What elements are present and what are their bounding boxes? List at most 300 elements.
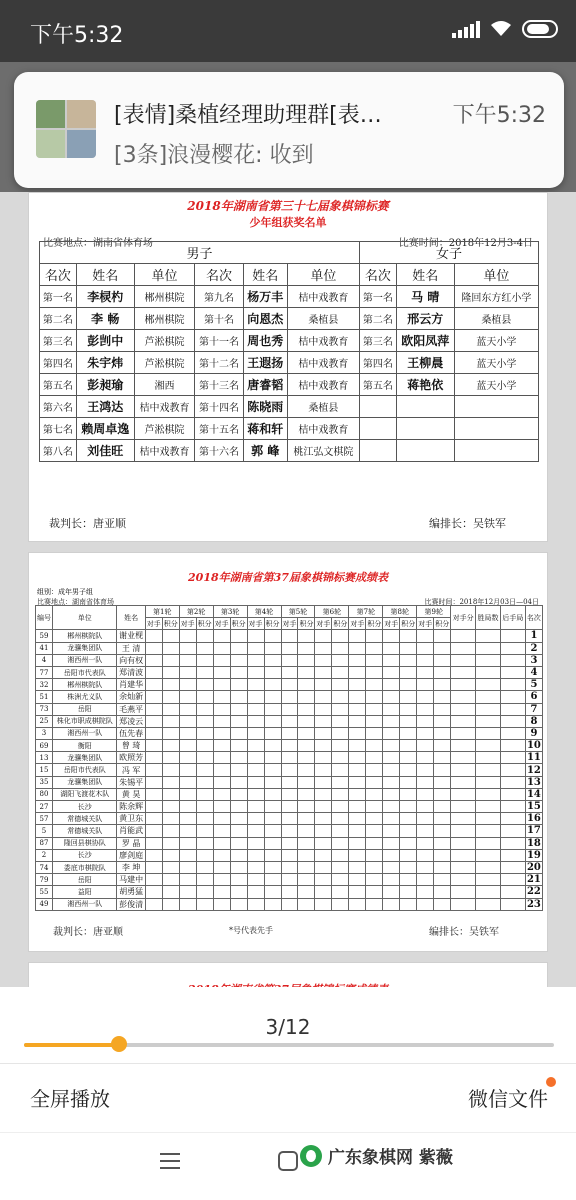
player-unit: 桔中戏教育 (287, 330, 359, 352)
player-rank: 18 (526, 837, 541, 849)
round-cell (145, 861, 162, 873)
wechat-file-button[interactable]: 微信文件 (468, 1087, 548, 1111)
round-cell (298, 666, 315, 678)
round-cell (417, 813, 434, 825)
result-row (36, 727, 543, 739)
round-cell (383, 874, 400, 886)
round-cell (298, 849, 315, 861)
round-cell (298, 861, 315, 873)
round-cell (298, 886, 315, 898)
stat-cell (500, 752, 525, 764)
round-cell (196, 874, 213, 886)
round-cell (315, 861, 332, 873)
round-cell (196, 630, 213, 642)
round-cell (179, 886, 196, 898)
col-unit: 单位 (454, 264, 538, 286)
round-cell (332, 849, 349, 861)
round-cell (213, 874, 230, 886)
round-cell (196, 642, 213, 654)
round-cell (400, 764, 417, 776)
round-cell (196, 825, 213, 837)
player-name: 蒋和轩 (243, 418, 287, 440)
round-cell (247, 752, 264, 764)
round-cell (145, 654, 162, 666)
round-cell (383, 788, 400, 800)
player-unit: 芦淞棋院 (134, 352, 194, 374)
round-cell (366, 752, 383, 764)
rank-cell: 第二名 (359, 308, 396, 330)
player-no: 5 (36, 825, 53, 837)
fullscreen-button[interactable]: 全屏播放 (30, 1087, 110, 1111)
round-cell (230, 752, 247, 764)
round-cell (315, 630, 332, 642)
stat-cell (451, 679, 476, 691)
round-cell (264, 764, 281, 776)
round-cell (281, 837, 298, 849)
stat-cell (476, 727, 501, 739)
player-unit: 湘西州一队 (52, 654, 117, 666)
round-cell (315, 752, 332, 764)
player-name: 朱锡平 (117, 776, 145, 788)
round-cell (332, 654, 349, 666)
round-cell (145, 776, 162, 788)
player-unit: 长沙 (52, 849, 117, 861)
notification-time: 下午5:32 (452, 103, 546, 128)
result-row (36, 630, 543, 642)
round-cell (349, 776, 366, 788)
result-row (36, 825, 543, 837)
sub-score: 积分 (162, 618, 179, 630)
player-rank: 21 (526, 874, 541, 886)
round-cell (400, 630, 417, 642)
sub-opponent: 对手 (145, 618, 162, 630)
round-cell (366, 825, 383, 837)
player-no: 80 (36, 788, 53, 800)
player-unit: 桔中戏教育 (287, 352, 359, 374)
round-cell (434, 666, 451, 678)
round-cell (332, 874, 349, 886)
player-no: 73 (36, 703, 53, 715)
round-cell (417, 752, 434, 764)
boys-header: 男子 (40, 242, 360, 264)
round-cell (298, 788, 315, 800)
col-wins: 胜局数 (476, 606, 501, 630)
round-cell (315, 679, 332, 691)
round-cell (247, 740, 264, 752)
round-cell (264, 679, 281, 691)
round-cell (332, 813, 349, 825)
stat-cell (451, 837, 476, 849)
player-name: 李 坤 (117, 861, 145, 873)
round-cell (417, 727, 434, 739)
round-cell (366, 886, 383, 898)
round-cell (298, 801, 315, 813)
round-cell (230, 874, 247, 886)
round-cell (281, 740, 298, 752)
round-cell (400, 740, 417, 752)
page-slider[interactable] (24, 1043, 554, 1047)
round-cell (213, 764, 230, 776)
sub-opponent: 对手 (281, 618, 298, 630)
status-bar (0, 0, 576, 62)
round-cell (417, 788, 434, 800)
player-name: 赖周卓逸 (76, 418, 134, 440)
round-cell (298, 703, 315, 715)
player-unit: 桑植县 (287, 308, 359, 330)
round-cell (315, 703, 332, 715)
player-name: 彭俊清 (117, 898, 145, 910)
round-cell (281, 703, 298, 715)
round-cell (315, 764, 332, 776)
round-cell (145, 752, 162, 764)
round-cell (366, 801, 383, 813)
round-cell (162, 861, 179, 873)
round-cell (349, 861, 366, 873)
player-no: 59 (36, 630, 53, 642)
player-name: 罗 晶 (117, 837, 145, 849)
player-unit: 岳阳 (52, 874, 117, 886)
stat-cell (476, 630, 501, 642)
stat-cell (500, 849, 525, 861)
round-cell (145, 849, 162, 861)
round-cell (179, 642, 196, 654)
round-cell (400, 654, 417, 666)
player-name: 王柳晨 (396, 352, 454, 374)
round-cell (179, 813, 196, 825)
round-cell (213, 849, 230, 861)
round-cell (162, 654, 179, 666)
player-no: 15 (36, 764, 53, 776)
round-cell (417, 837, 434, 849)
round-cell (434, 715, 451, 727)
round-cell (349, 813, 366, 825)
col-round: 第1轮 (145, 606, 179, 618)
rank-cell: 第九名 (195, 286, 244, 308)
round-cell (230, 691, 247, 703)
player-name: 蒋艳依 (396, 374, 454, 396)
page1-referee: 裁判长：唐亚顺 (49, 517, 126, 530)
round-cell (162, 691, 179, 703)
rank-cell: 第十三名 (195, 374, 244, 396)
player-unit: 郴州棋院队 (52, 630, 117, 642)
stat-cell (476, 837, 501, 849)
sub-opponent: 对手 (383, 618, 400, 630)
col-player: 姓名 (117, 606, 145, 630)
result-row (36, 691, 543, 703)
round-cell (230, 849, 247, 861)
stat-cell (451, 776, 476, 788)
round-cell (417, 703, 434, 715)
player-name: 郑清波 (117, 666, 145, 678)
round-cell (196, 801, 213, 813)
notification-card[interactable] (14, 72, 564, 188)
round-cell (281, 642, 298, 654)
round-cell (434, 654, 451, 666)
round-cell (383, 666, 400, 678)
col-rank: 名次 (40, 264, 77, 286)
round-cell (213, 801, 230, 813)
stat-cell (500, 679, 525, 691)
round-cell (366, 849, 383, 861)
notification-title: [表情]桑植经理助理群[表… (114, 103, 382, 128)
player-rank: 10 (526, 740, 541, 752)
col-round: 第8轮 (383, 606, 417, 618)
player-no: 51 (36, 691, 53, 703)
round-cell (315, 654, 332, 666)
result-row (36, 861, 543, 873)
player-name: 毛燕平 (117, 703, 145, 715)
round-cell (281, 874, 298, 886)
document-page-2 (28, 552, 548, 952)
round-cell (196, 715, 213, 727)
stat-cell (476, 642, 501, 654)
round-cell (213, 776, 230, 788)
round-cell (162, 849, 179, 861)
round-cell (400, 825, 417, 837)
col-rank: 名次 (195, 264, 244, 286)
page1-title: 2018年湖南省第三十七届象棋锦标赛 (187, 199, 389, 213)
round-cell (332, 861, 349, 873)
round-cell (196, 764, 213, 776)
round-cell (247, 666, 264, 678)
player-name: 李棂杓 (76, 286, 134, 308)
round-cell (315, 898, 332, 910)
sub-score: 积分 (366, 618, 383, 630)
round-cell (196, 679, 213, 691)
round-cell (349, 703, 366, 715)
round-cell (247, 654, 264, 666)
round-cell (332, 727, 349, 739)
round-cell (213, 727, 230, 739)
page2-venue: 比赛地点：湖南省体育场 (37, 598, 114, 606)
round-cell (179, 801, 196, 813)
round-cell (349, 849, 366, 861)
player-unit: 湘西州一队 (52, 727, 117, 739)
round-cell (145, 886, 162, 898)
award-row (40, 308, 539, 330)
player-unit: 桔中戏教育 (287, 374, 359, 396)
round-cell (213, 654, 230, 666)
round-cell (213, 861, 230, 873)
round-cell (366, 666, 383, 678)
round-cell (179, 715, 196, 727)
round-cell (298, 691, 315, 703)
player-unit: 芦淞棋院 (134, 418, 194, 440)
round-cell (332, 776, 349, 788)
round-cell (162, 837, 179, 849)
round-cell (332, 715, 349, 727)
round-cell (400, 813, 417, 825)
col-round: 第3轮 (213, 606, 247, 618)
round-cell (213, 630, 230, 642)
rank-cell: 第五名 (359, 374, 396, 396)
rank-cell: 第二名 (40, 308, 77, 330)
round-cell (349, 727, 366, 739)
player-name: 余灿新 (117, 691, 145, 703)
round-cell (400, 861, 417, 873)
player-unit: 益阳 (52, 886, 117, 898)
sub-score: 积分 (298, 618, 315, 630)
player-rank: 4 (525, 666, 542, 678)
result-row (36, 776, 543, 788)
player-no: 3 (36, 727, 53, 739)
menu-icon[interactable] (160, 1153, 180, 1169)
round-cell (162, 740, 179, 752)
stat-cell (476, 813, 501, 825)
round-cell (230, 776, 247, 788)
stat-cell (500, 654, 525, 666)
girls-header: 女子 (359, 242, 538, 264)
player-name: 黄卫东 (117, 813, 145, 825)
sub-score: 积分 (434, 618, 451, 630)
round-cell (332, 642, 349, 654)
player-rank: 20 (526, 862, 541, 874)
round-cell (145, 764, 162, 776)
round-cell (400, 703, 417, 715)
player-rank: 8 (525, 715, 542, 727)
round-cell (383, 630, 400, 642)
sub-opponent: 对手 (247, 618, 264, 630)
player-unit (454, 396, 538, 418)
round-cell (332, 740, 349, 752)
round-cell (230, 861, 247, 873)
round-cell (349, 740, 366, 752)
round-cell (145, 679, 162, 691)
round-cell (298, 752, 315, 764)
player-unit: 桃江弘文棋院 (287, 440, 359, 462)
notification-body: [3条]浪漫樱花: 收到 (114, 143, 314, 168)
round-cell (332, 886, 349, 898)
round-cell (383, 801, 400, 813)
round-cell (162, 752, 179, 764)
round-cell (315, 801, 332, 813)
stat-cell (476, 752, 501, 764)
round-cell (383, 837, 400, 849)
player-no: 32 (36, 679, 53, 691)
round-cell (400, 788, 417, 800)
rank-cell: 第四名 (40, 352, 77, 374)
sub-opponent: 对手 (349, 618, 366, 630)
round-cell (145, 801, 162, 813)
stat-cell (451, 861, 476, 873)
player-name: 伍先春 (117, 727, 145, 739)
rank-cell: 第十二名 (195, 352, 244, 374)
round-cell (247, 764, 264, 776)
slider-knob[interactable] (111, 1036, 127, 1052)
round-cell (417, 825, 434, 837)
award-row (40, 352, 539, 374)
result-row (36, 764, 543, 776)
round-cell (247, 691, 264, 703)
round-cell (349, 679, 366, 691)
round-cell (145, 788, 162, 800)
round-cell (349, 715, 366, 727)
round-cell (213, 752, 230, 764)
player-no: 4 (36, 654, 53, 666)
round-cell (247, 849, 264, 861)
round-cell (179, 898, 196, 910)
stat-cell (451, 825, 476, 837)
round-cell (383, 752, 400, 764)
col-round: 第9轮 (417, 606, 451, 618)
round-cell (315, 776, 332, 788)
round-cell (162, 764, 179, 776)
round-cell (264, 715, 281, 727)
stat-cell (476, 898, 501, 910)
system-nav-bar (0, 1132, 576, 1200)
result-row (36, 740, 543, 752)
round-cell (400, 666, 417, 678)
round-cell (332, 801, 349, 813)
player-name: 谢业枧 (117, 630, 145, 642)
page1-subtitle: 少年组获奖名单 (249, 216, 327, 229)
round-cell (417, 861, 434, 873)
stat-cell (451, 727, 476, 739)
round-cell (162, 886, 179, 898)
stat-cell (500, 886, 525, 898)
round-cell (366, 861, 383, 873)
round-cell (349, 630, 366, 642)
round-cell (281, 630, 298, 642)
round-cell (162, 715, 179, 727)
document-viewer[interactable] (0, 192, 576, 987)
stat-cell (500, 837, 525, 849)
col-unit: 单位 (134, 264, 194, 286)
round-cell (179, 837, 196, 849)
player-unit: 桑植县 (454, 308, 538, 330)
player-unit: 蓝天小学 (454, 374, 538, 396)
player-name: 王遐扬 (243, 352, 287, 374)
round-cell (196, 813, 213, 825)
player-no: 2 (36, 849, 53, 861)
player-no: 69 (36, 740, 53, 752)
sub-opponent: 对手 (417, 618, 434, 630)
round-cell (179, 740, 196, 752)
home-icon[interactable] (278, 1151, 298, 1171)
round-cell (349, 642, 366, 654)
round-cell (366, 679, 383, 691)
player-name: 彭昶瑜 (76, 374, 134, 396)
stat-cell (476, 874, 501, 886)
round-cell (264, 874, 281, 886)
stat-cell (451, 715, 476, 727)
round-cell (315, 813, 332, 825)
page2-arbiter: 编排长：吴铁军 (429, 927, 499, 938)
round-cell (298, 776, 315, 788)
round-cell (298, 740, 315, 752)
round-cell (383, 776, 400, 788)
rank-cell: 第十五名 (195, 418, 244, 440)
stat-cell (476, 715, 501, 727)
round-cell (230, 654, 247, 666)
round-cell (145, 837, 162, 849)
player-name: 马 晴 (396, 286, 454, 308)
player-rank: 16 (526, 813, 541, 825)
round-cell (366, 898, 383, 910)
stat-cell (476, 703, 501, 715)
result-row (36, 898, 543, 910)
player-unit: 龙骧集团队 (52, 776, 117, 788)
round-cell (162, 642, 179, 654)
round-cell (332, 752, 349, 764)
player-unit: 衡阳 (52, 740, 117, 752)
round-cell (366, 727, 383, 739)
round-cell (383, 703, 400, 715)
player-unit: 桑植县 (287, 396, 359, 418)
round-cell (196, 849, 213, 861)
round-cell (281, 715, 298, 727)
player-unit (454, 418, 538, 440)
